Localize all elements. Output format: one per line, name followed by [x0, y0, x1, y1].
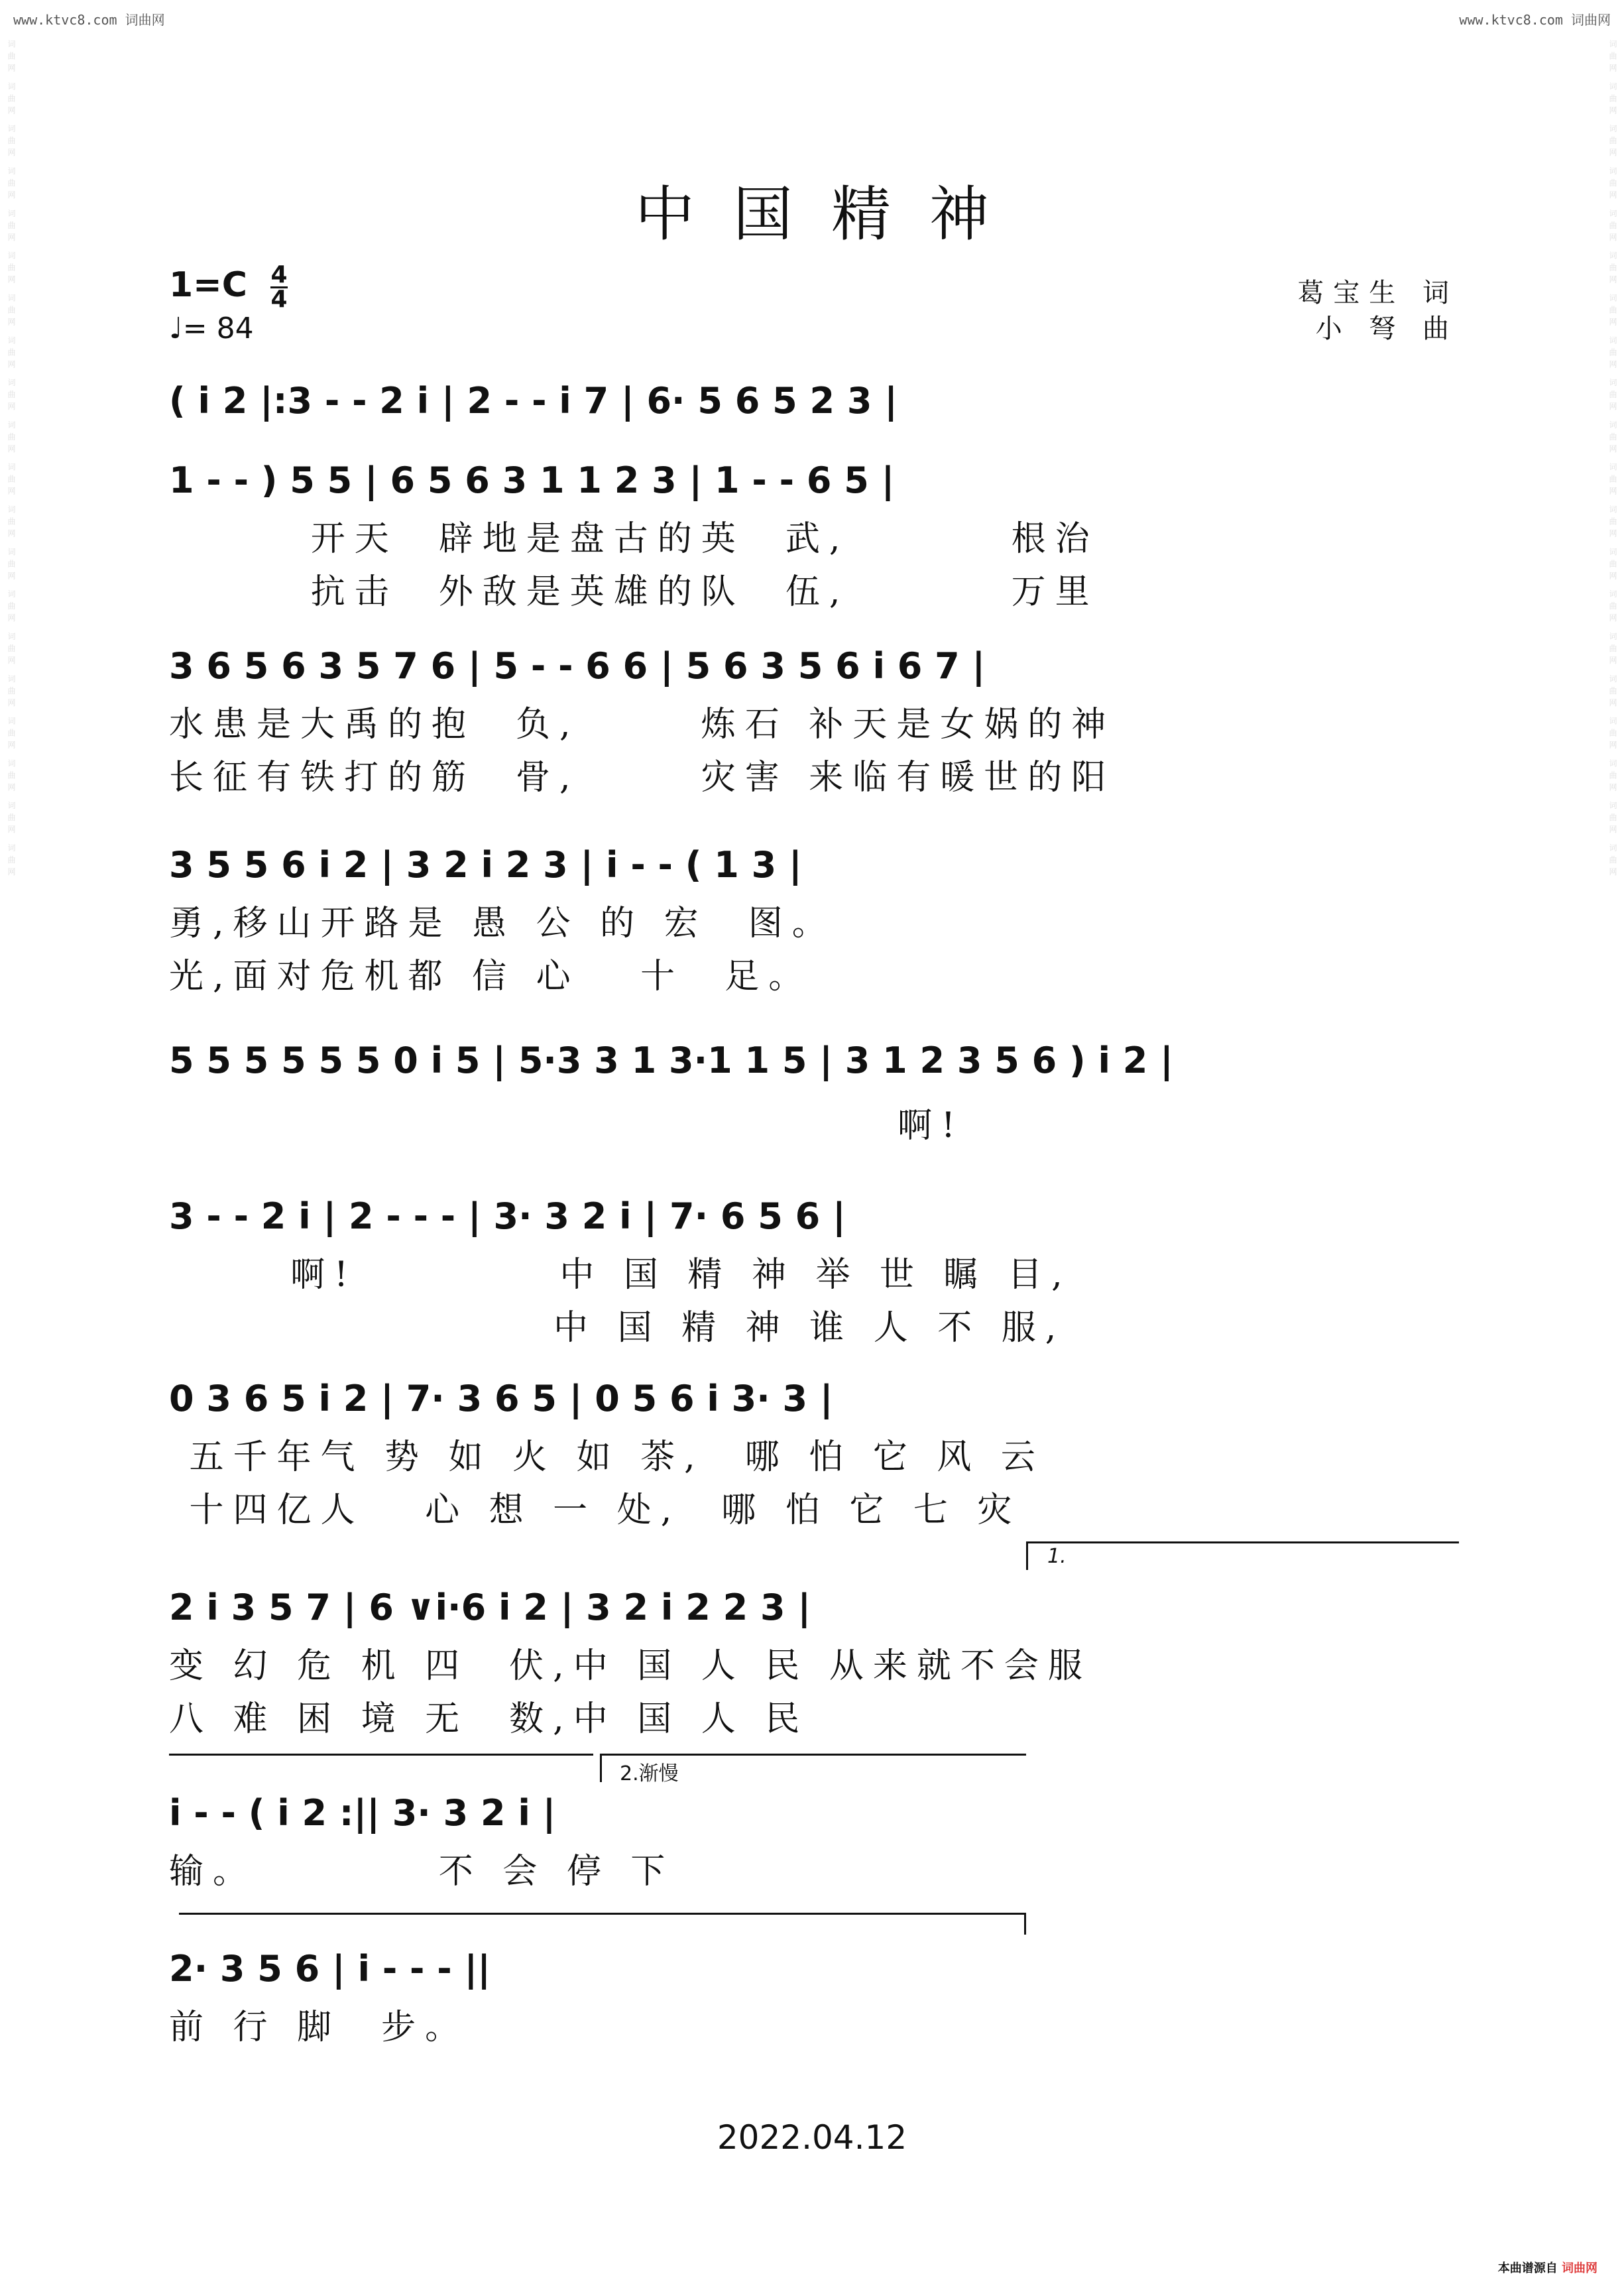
notation-line: 5 5 5 5 5 5 0 i 5 | 5·3 3 1 3·1 1 5 | 3 1 2 3 5 6 ) i 2 | — [169, 1040, 1173, 1081]
watermark-left: www.ktvc8.com 词曲网 — [13, 12, 165, 28]
lyric-verse-2: 抗击 外敌是英雄的队 伍, 万里 — [169, 572, 1099, 612]
lyric-verse-1: 勇,移山开路是 愚 公 的 宏 图。 — [169, 904, 836, 943]
watermark-right: www.ktvc8.com 词曲网 — [1459, 12, 1611, 28]
footer-label: 本曲谱源自 — [1497, 2261, 1558, 2275]
notation-line: 2 i 3 5 7 | 6 ∨i·6 i 2 | 3 2 i 2 2 3 | — [169, 1587, 811, 1628]
lyric-verse-1: 啊! — [169, 1106, 964, 1146]
lyric-verse-1: 五千年气 势 如 火 如 茶, 哪 怕 它 风 云 — [169, 1437, 1045, 1477]
lyric-verse-1: 水患是大禹的抱 负, 炼石 补天是女娲的神 — [169, 705, 1116, 745]
lyric-verse-1: 变 幻 危 机 四 伏,中 国 人 民 从来就不会服 — [169, 1646, 1092, 1686]
side-watermark-left: 词曲网 词曲网 词曲网 词曲网 词曲网 词曲网 词曲网 词曲网 词曲网 词曲网 词曲网 词曲网 词曲网 词曲网 词曲网 词曲网 词曲网 词曲网 词曲网 词曲网 — [7, 40, 16, 880]
volta-label-2: 2.渐慢 — [620, 1762, 679, 1785]
lyric-verse-1: 输。 不 会 停 下 — [169, 1852, 675, 1892]
notation-line: 3 - - 2 i | 2 - - - | 3· 3 2 i | 7· 6 5 6 | — [169, 1195, 846, 1237]
volta-bracket-1 — [1026, 1541, 1459, 1570]
volta-label-1: 1. — [1047, 1545, 1067, 1568]
composer-credit: 小 弩 曲 — [1315, 314, 1458, 344]
time-signature — [270, 261, 288, 313]
notation-line: 0 3 6 5 i 2 | 7· 3 6 5 | 0 5 6 i 3· 3 | — [169, 1378, 833, 1419]
notation-line: i - - ( i 2 :|| 3· 3 2 i | — [169, 1792, 556, 1834]
song-title: 中国精神 — [635, 180, 1027, 249]
notation-line: 3 6 5 6 3 5 7 6 | 5 - - 6 6 | 5 6 3 5 6 i 6 7 | — [169, 645, 986, 687]
score-row-6 — [169, 1190, 1462, 1348]
side-watermark-right: 词曲网 词曲网 词曲网 词曲网 词曲网 词曲网 词曲网 词曲网 词曲网 词曲网 词曲网 词曲网 词曲网 词曲网 词曲网 词曲网 词曲网 词曲网 词曲网 词曲网 — [1608, 40, 1617, 880]
score-row-10 — [169, 1943, 1462, 2047]
score-row-9 — [169, 1787, 1462, 1892]
lyric-verse-1: 啊! 中 国 精 神 举 世 瞩 目, — [169, 1255, 1072, 1295]
key-signature: 1=C — [169, 265, 247, 305]
notation-line: 3 5 5 6 i 2 | 3 2 i 2 3 | i - - ( 1 3 | — [169, 844, 802, 886]
score-row-5 — [169, 1034, 1462, 1146]
time-signature-bottom: 4 — [270, 286, 288, 313]
lyric-verse-2: 八 难 困 境 无 数,中 国 人 民 — [169, 1699, 809, 1739]
score-row-1 — [169, 375, 1462, 428]
lyric-verse-1: 开天 辟地是盘古的英 武, 根治 — [169, 519, 1099, 559]
notation-line: 1 - - ) 5 5 | 6 5 6 3 1 1 2 3 | 1 - - 6 5 | — [169, 459, 895, 501]
score-row-8 — [169, 1581, 1462, 1739]
score-date: 2022.04.12 — [717, 2118, 907, 2157]
footer-brand: 词曲网 — [1562, 2261, 1597, 2275]
time-signature-top: 4 — [270, 261, 288, 288]
lyric-verse-2: 光,面对危机都 信 心 十 足。 — [169, 957, 813, 996]
score-row-2 — [169, 454, 1462, 612]
lyricist-credit: 葛宝生 词 — [1297, 278, 1458, 308]
volta-bracket-end-1 — [169, 1754, 593, 1756]
footer-source — [1498, 2259, 1597, 2276]
notation-line: 2· 3 5 6 | i - - - || — [169, 1948, 491, 1990]
lyric-verse-2: 中 国 精 神 谁 人 不 服, — [169, 1308, 1066, 1348]
volta-bracket-continuation — [179, 1913, 1026, 1935]
lyric-verse-2: 十四亿人 心 想 一 处, 哪 怕 它 七 灾 — [169, 1490, 1021, 1530]
notation-line: ( i 2 |:3 - - 2 i | 2 - - i 7 | 6· 5 6 5 2 3 | — [169, 380, 898, 422]
score-row-7 — [169, 1372, 1462, 1530]
lyric-verse-1: 前 行 脚 步。 — [169, 2008, 469, 2047]
score-row-3 — [169, 640, 1462, 798]
score-row-4 — [169, 839, 1462, 996]
tempo-mark: ♩= 84 — [169, 312, 254, 345]
lyric-verse-2: 长征有铁打的筋 骨, 灾害 来临有暖世的阳 — [169, 758, 1116, 798]
